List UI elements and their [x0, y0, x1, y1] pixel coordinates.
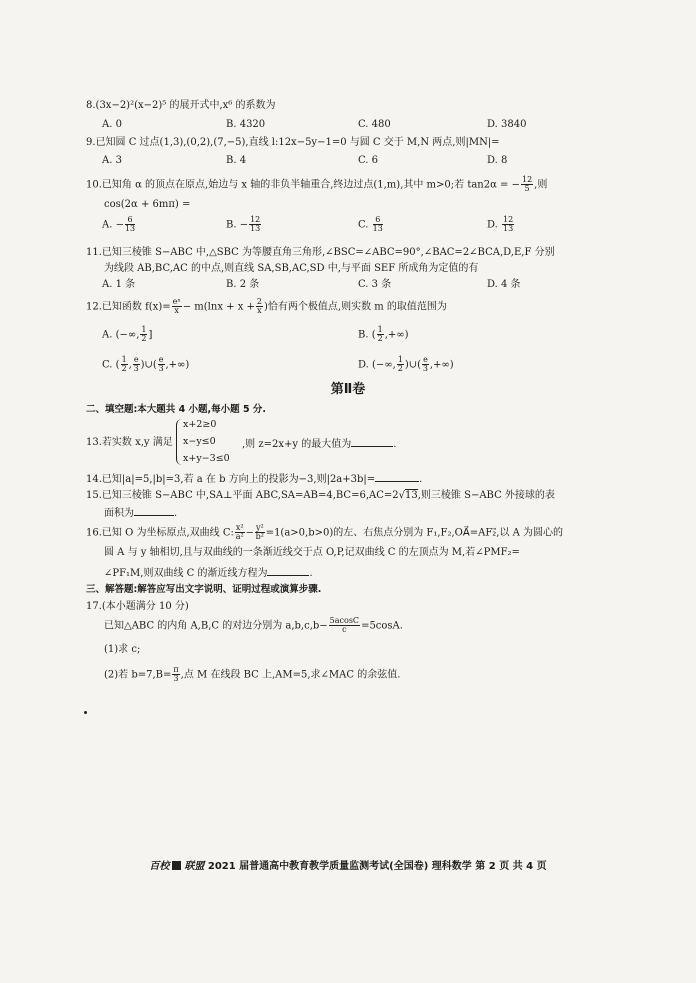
- stray-mark: [84, 711, 87, 714]
- q16-answer-blank[interactable]: [267, 566, 309, 576]
- publisher-logo: 百校: [149, 861, 170, 872]
- q17-part2: (2)若 b=7,B= $\frac{\pi}{3}$ ,点 M 在线段 BC 上,AM=5,求∠MAC 的余弦值.: [104, 665, 401, 684]
- q12-option-b: B. ( $\frac{1}{2}$ ,+∞): [358, 325, 409, 344]
- fill-in-header: 二、填空题:本大题共 4 小题,每小题 5 分.: [86, 404, 266, 415]
- q13-tail: ,则 z=2x+y 的最大值为 .: [242, 439, 397, 450]
- answer-header: 三、解答题:解答应写出文字说明、证明过程或演算步骤.: [86, 584, 322, 595]
- q10-option-a: A. − $\frac{6}{13}$: [102, 215, 136, 234]
- q12-option-d: D. (−∞, $\frac{1}{2}$ )∪( $\frac{e}{3}$ ,+∞): [358, 355, 454, 374]
- q9-option-a: A. 3: [102, 155, 122, 166]
- q14-stem: 14.已知|a|=5,|b|=3,若 a 在 b 方向上的投影为−3,则|2a+3b|= .: [86, 474, 423, 485]
- q13-constraint-1: x+2≥0: [183, 419, 217, 430]
- q9-option-c: C. 6: [358, 155, 379, 166]
- q8-option-b: B. 4320: [226, 119, 266, 130]
- q16-line2: 圆 A 与 y 轴相切,且与双曲线的一条渐近线交于点 O,P,记双曲线 C 的左顶点为 M,若∠PMF₂=: [104, 547, 520, 558]
- footer-text: 2021 届普通高中教育教学质量监测考试(全国卷) 理科数学 第 2 页 共 4 页: [207, 861, 547, 872]
- q11-option-b: B. 2 条: [226, 279, 260, 290]
- q17-head: 17.(本小题满分 10 分): [86, 601, 189, 612]
- q11-line2: 为线段 AB,BC,AC 的中点,则直线 SA,SB,AC,SD 中,与平面 SEF 所成角为定值的有: [104, 263, 479, 274]
- q13-constraint-2: x−y≤0: [183, 436, 216, 447]
- q9-option-b: B. 4: [226, 155, 247, 166]
- q8-option-c: C. 480: [358, 119, 391, 130]
- q16-line1: 16.已知 O 为坐标原点,双曲线 C: $\frac{\text{x²}}{\text{a²}}$ − $\frac{\text{y²}}{\text{b²}}$ =1(a>0,b>0)的左、右焦点分别为 F₁,F₂,OA⃗=AF₂⃗,以 A 为圆心的: [86, 523, 564, 542]
- q13-lead: 13.若实数 x,y 满足: [86, 437, 173, 448]
- q17-part1: (1)求 c;: [104, 644, 141, 655]
- q16-line3: ∠PF₁M,则双曲线 C 的渐近线方程为 .: [104, 568, 313, 579]
- q10-fraction: $\frac{12}{5}$: [521, 175, 533, 194]
- q15-answer-blank[interactable]: [134, 506, 174, 516]
- q10-option-b: B. − $\frac{12}{13}$: [226, 215, 261, 234]
- q11-option-d: D. 4 条: [487, 279, 521, 290]
- q8-stem: 8.(3x−2)²(x−2)⁵ 的展开式中,x⁶ 的系数为: [86, 100, 276, 111]
- q11-option-a: A. 1 条: [102, 279, 136, 290]
- q10-option-c: C. $\frac{6}{13}$: [358, 215, 383, 234]
- q11-option-c: C. 3 条: [358, 279, 392, 290]
- q12-option-a: A. (−∞, $\frac{1}{2}$ ]: [102, 325, 153, 344]
- q9-stem: 9.已知圆 C 过点(1,3),(0,2),(7,−5),直线 l:12x−5y−1=0 与圆 C 交于 M,N 两点,则|MN|=: [86, 137, 500, 148]
- q12-stem: 12.已知函数 f(x)= $\frac{\text{eˣ}}{x}$ − m(lnx + x + $\frac{2}{x}$ )恰有两个极值点,则实数 m 的取值范围为: [86, 297, 447, 316]
- q10-stem: 10.已知角 α 的顶点在原点,始边与 x 轴的非负半轴重合,终边过点(1,m),其中 m>0;若 tan2α = − $\frac{12}{5}$ ,则: [86, 175, 548, 194]
- q10-line2: cos(2α + 6mπ) =: [104, 199, 191, 210]
- q15-line1: 15.已知三棱锥 S−ABC 中,SA⊥平面 ABC,SA=AB=4,BC=6,AC=2√13,则三棱锥 S−ABC 外接球的表: [86, 490, 555, 501]
- q11-line1: 11.已知三棱锥 S−ABC 中,△SBC 为等腰直角三角形,∠BSC=∠ABC=90°,∠BAC=2∠BCA,D,E,F 分别: [86, 247, 555, 258]
- q8-option-d: D. 3840: [487, 119, 527, 130]
- q15-line2: 面积为 .: [104, 508, 178, 519]
- q8-option-a: A. 0: [102, 119, 122, 130]
- q13-constraint-3: x+y−3≤0: [183, 453, 230, 464]
- q9-option-d: D. 8: [487, 155, 508, 166]
- q13-answer-blank[interactable]: [351, 437, 393, 447]
- section-title: 第Ⅱ卷: [330, 382, 366, 397]
- q12-option-c: C. ( $\frac{1}{2}$ , $\frac{e}{3}$ )∪( $\frac{e}{3}$ ,+∞): [102, 355, 190, 374]
- q17-stem: 已知△ABC 的内角 A,B,C 的对边分别为 a,b,c,b− $\frac{5acosC}{c}$ =5cosA.: [104, 616, 403, 635]
- logo-square-icon: [172, 861, 181, 870]
- page-footer: [0, 861, 696, 873]
- q14-answer-blank[interactable]: [375, 472, 419, 482]
- publisher-logo-b: 联盟: [184, 861, 205, 872]
- q10-option-d: D. $\frac{12}{13}$: [487, 215, 514, 234]
